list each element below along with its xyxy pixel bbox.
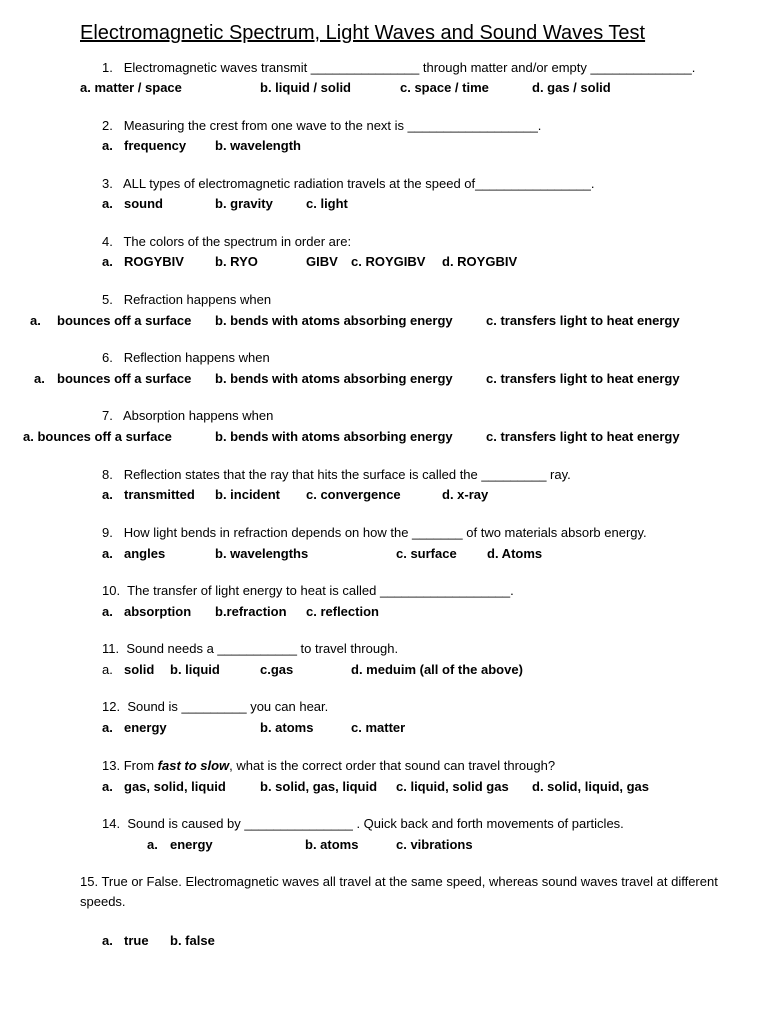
option: c. vibrations (396, 837, 473, 852)
question-number: 4. (102, 234, 113, 249)
question-text: How light bends in refraction depends on how the _______ of two materials absorb energy. (123, 525, 647, 540)
option: c. transfers light to heat energy (486, 313, 680, 328)
question-number: 12. (102, 699, 121, 714)
option-letter: a. (30, 313, 41, 328)
option: transmitted (124, 487, 195, 502)
question-10 (102, 583, 514, 598)
option: c. transfers light to heat energy (486, 371, 680, 386)
question-3 (102, 176, 594, 191)
option: ROGYBIV (124, 254, 184, 269)
option-letter: a. (102, 933, 113, 948)
question-number: 5. (102, 292, 113, 307)
page-title: Electromagnetic Spectrum, Light Waves and Sound Waves Test (80, 22, 646, 44)
question-text: Electromagnetic waves transmit _______________ through matter and/or empty ______________. (123, 60, 696, 75)
option: c. surface (396, 546, 457, 561)
question-text: Reflection states that the ray that hits the surface is called the _________ ray. (123, 467, 571, 482)
question-text: Sound is caused by _______________ . Quick back and forth movements of particles. (127, 816, 624, 831)
option: c. space / time (400, 80, 489, 95)
option: b. atoms (260, 720, 314, 735)
question-number: 13. (102, 758, 121, 773)
option-letter: a. (102, 196, 113, 211)
option: c. liquid, solid gas (396, 779, 509, 794)
question-emphasis: fast to slow (157, 758, 230, 773)
option: absorption (124, 604, 192, 619)
option: b. gravity (215, 196, 273, 211)
question-number: 6. (102, 350, 113, 365)
question-text-start: From (123, 758, 158, 773)
option: d. gas / solid (532, 80, 611, 95)
option: frequency (124, 138, 187, 153)
question-9 (102, 525, 647, 540)
option-letter: a. (102, 254, 113, 269)
option: gas, solid, liquid (124, 779, 226, 794)
option: bounces off a surface (57, 371, 192, 386)
option: d. meduim (all of the above) (351, 662, 523, 677)
question-number: 14. (102, 816, 121, 831)
option: b. bends with atoms absorbing energy (215, 371, 453, 386)
question-number: 8. (102, 467, 113, 482)
question-4 (102, 234, 351, 249)
option: b. bends with atoms absorbing energy (215, 313, 453, 328)
option: b. false (170, 933, 215, 948)
question-number: 9. (102, 525, 113, 540)
option: c. matter (351, 720, 406, 735)
option: b. wavelengths (215, 546, 309, 561)
question-number: 2. (102, 118, 113, 133)
question-number: 7. (102, 408, 113, 423)
question-text: Refraction happens when (123, 292, 272, 307)
question-2 (102, 118, 541, 133)
option: energy (124, 720, 167, 735)
option: a. bounces off a surface (23, 429, 172, 444)
option: b. incident (215, 487, 280, 502)
option-letter: a. (102, 487, 113, 502)
option: a. matter / space (80, 80, 182, 95)
option: d. ROYGBIV (442, 254, 518, 269)
option: b.refraction (215, 604, 287, 619)
question-number: 10. (102, 583, 121, 598)
question-11 (102, 641, 398, 656)
option: d. solid, liquid, gas (532, 779, 650, 794)
option: b. atoms (305, 837, 359, 852)
question-8 (102, 467, 571, 482)
option: d. x-ray (442, 487, 489, 502)
question-13 (102, 758, 555, 773)
option: d. Atoms (487, 546, 543, 561)
question-number: 11. (102, 641, 120, 656)
option: b. liquid / solid (260, 80, 351, 95)
option: true (124, 933, 149, 948)
question-number: 3. (102, 176, 113, 191)
option: bounces off a surface (57, 313, 192, 328)
option-letter: a. (102, 779, 113, 794)
question-number: 1. (102, 60, 113, 75)
question-number: 15. (80, 874, 99, 889)
question-text: True or False. Electromagnetic waves all travel at the same speed, whereas sound waves travel at different speeds. (80, 874, 718, 909)
option-letter: a. (102, 546, 113, 561)
option: c. light (306, 196, 348, 211)
option: solid (124, 662, 155, 677)
question-text: The transfer of light energy to heat is called __________________. (127, 583, 514, 598)
option: sound (124, 196, 163, 211)
option: b. RYO (215, 254, 258, 269)
option: c. convergence (306, 487, 401, 502)
option-letter: a. (102, 604, 113, 619)
option-letter: a. (34, 371, 45, 386)
option: c. transfers light to heat energy (486, 429, 680, 444)
question-text: Absorption happens when (122, 408, 274, 423)
question-text: Sound needs a ___________ to travel through. (126, 641, 399, 656)
question-text: ALL types of electromagnetic radiation travels at the speed of________________. (122, 176, 595, 191)
option: b. liquid (170, 662, 220, 677)
option: c.gas (260, 662, 294, 677)
option: b. solid, gas, liquid (260, 779, 378, 794)
option: energy (170, 837, 213, 852)
option: angles (124, 546, 166, 561)
question-text: Sound is _________ you can hear. (127, 699, 329, 714)
question-7 (102, 408, 273, 423)
option-letter: a. (102, 662, 113, 677)
question-text-end: , what is the correct order that sound can travel through? (229, 758, 556, 773)
option-letter: a. (102, 138, 113, 153)
option-letter: a. (147, 837, 158, 852)
question-5 (102, 292, 271, 307)
question-14 (102, 816, 624, 831)
question-text: Reflection happens when (123, 350, 270, 365)
question-12 (102, 699, 328, 714)
question-6 (102, 350, 270, 365)
question-15 (80, 872, 720, 912)
question-text: Measuring the crest from one wave to the next is __________________. (123, 118, 542, 133)
option: b. wavelength (215, 138, 301, 153)
option-letter: a. (102, 720, 113, 735)
option: GIBV (306, 254, 338, 269)
option: b. bends with atoms absorbing energy (215, 429, 453, 444)
option: c. reflection (306, 604, 379, 619)
question-1 (102, 60, 695, 75)
question-text: The colors of the spectrum in order are: (123, 234, 352, 249)
option: c. ROYGIBV (351, 254, 426, 269)
